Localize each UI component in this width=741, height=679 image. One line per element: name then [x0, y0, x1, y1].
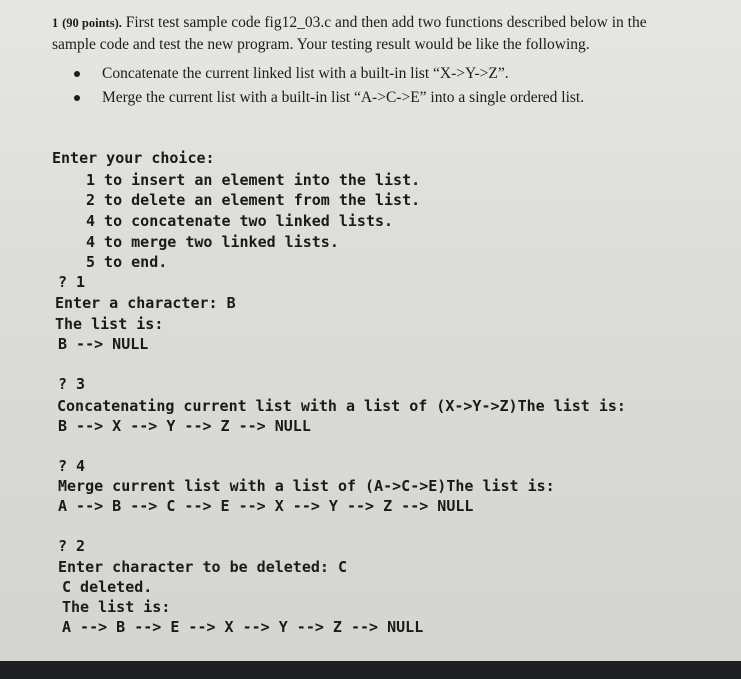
- requirement-text: Merge the current list with a built-in list “A->C->E” into a single ordered list.: [102, 89, 585, 106]
- list-output: B --> X --> Y --> Z --> NULL: [58, 417, 311, 435]
- choice-prompt: ? 4: [58, 457, 86, 475]
- question-text: First test sample code fig12_03.c and then add two functions described below in the sample code and test the new program. Your testing result would be like the following.: [52, 14, 647, 53]
- menu-option: 4 to concatenate two linked lists.: [86, 212, 394, 230]
- menu-option: 2 to delete an element from the list.: [86, 191, 421, 209]
- bullet-icon: [74, 95, 80, 101]
- choice-prompt: ? 2: [58, 537, 86, 555]
- merge-message: Merge current list with a list of (A->C->E)The list is:: [58, 477, 555, 495]
- deleted-message: C deleted.: [62, 578, 153, 596]
- list-label: The list is:: [55, 315, 164, 333]
- list-output: A --> B --> E --> X --> Y --> Z --> NULL: [62, 618, 424, 636]
- menu-option: 5 to end.: [86, 253, 168, 271]
- question-block: [52, 12, 692, 110]
- question-number: 1: [52, 16, 59, 30]
- list-label: The list is:: [62, 598, 171, 616]
- requirement-item: [74, 86, 692, 110]
- question-points: (90 points).: [62, 16, 122, 30]
- choice-prompt: ? 3: [58, 375, 86, 393]
- requirement-item: [74, 62, 692, 86]
- list-output: B --> NULL: [58, 335, 149, 353]
- concatenate-message: Concatenating current list with a list of (X->Y->Z)The list is:: [57, 397, 626, 415]
- input-line: Enter a character: B: [55, 294, 236, 312]
- menu-header: Enter your choice:: [52, 149, 215, 167]
- choice-prompt: ? 1: [58, 273, 86, 291]
- requirement-list: [52, 62, 692, 110]
- input-line: Enter character to be deleted: C: [58, 558, 347, 576]
- list-output: A --> B --> C --> E --> X --> Y --> Z --> NULL: [58, 497, 474, 515]
- menu-option: 1 to insert an element into the list.: [86, 171, 421, 189]
- bullet-icon: [74, 71, 80, 77]
- menu-option: 4 to merge two linked lists.: [86, 233, 339, 251]
- screen-bottom-edge: [0, 661, 741, 679]
- requirement-text: Concatenate the current linked list with a built-in list “X->Y->Z”.: [102, 65, 509, 82]
